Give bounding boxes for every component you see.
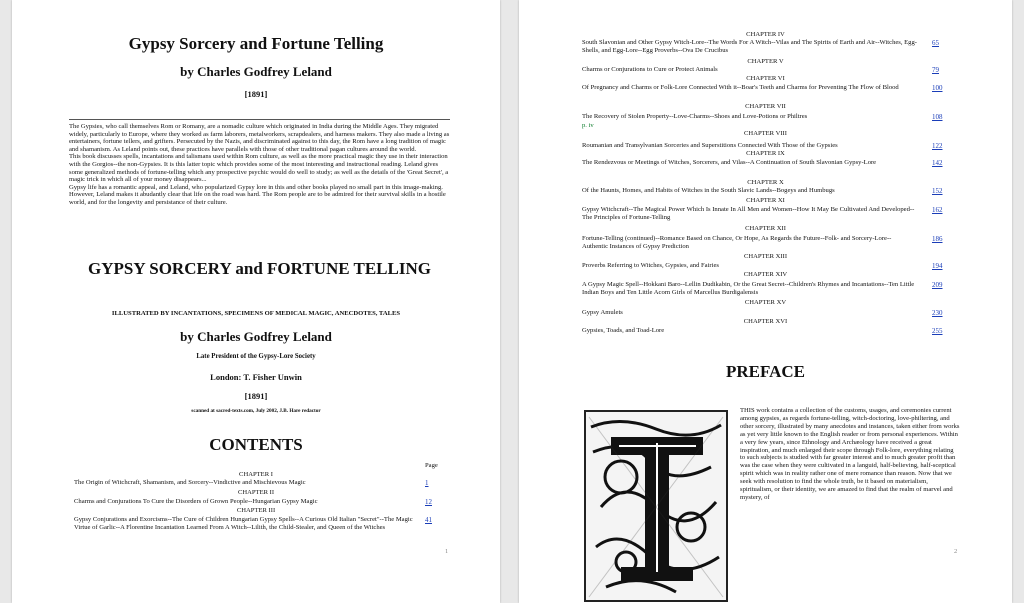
- toc-chapter-label: CHAPTER I: [239, 471, 273, 478]
- toc-entry-title: The Origin of Witchcraft, Shamanism, and Sorcery--Vindictive and Mischievous Magic: [74, 479, 306, 486]
- page-marker: p. iv: [582, 122, 594, 129]
- page-column-label: Page: [425, 462, 438, 469]
- toc-entry-title: Roumanian and Transylvanian Sorceries and Superstitions Connected With Those of the Gypsies: [582, 142, 838, 149]
- author-byline: by Charles Godfrey Leland: [180, 64, 332, 79]
- toc-page-link[interactable]: 12: [425, 498, 432, 506]
- toc-entry-title: Gypsy Witchcraft--The Magical Power Which Is Innate In All Men and Women--How It May Be Cultivated And Developed--The Principles of Fortune-Telling: [582, 206, 915, 221]
- toc-chapter-label: CHAPTER VI: [746, 75, 785, 82]
- intro-paragraph: The Gypsies, who call themselves Rom or Romany, are a nomadic culture which originated in India during the Middle Ages. They migrated widely, particularly to Europe, where they worked as farm laborers, metalworkers, scrapdealers, and harness makers. They also made a living as entertainers, fortune tellers, and grifters. Persecuted by the Nazis, and discriminated against to this day, the Rom have a long tradition of magic and shamanism. As Leland points out, these practices have parallels with those of other traditional pagan cultures around the world.: [69, 123, 450, 153]
- woodcut-icon: [581, 407, 731, 603]
- toc-page-link[interactable]: 186: [932, 235, 943, 243]
- toc-page-link[interactable]: 100: [932, 84, 943, 92]
- toc-page-link[interactable]: 122: [932, 142, 943, 150]
- toc-entry-title: Gypsy Conjurations and Exorcisms--The Cure of Children Hungarian Gypsy Spells--A Curious Old Italian "Secret"--The Magic Virtue of Garlic--A Florentine Incantation Learned From A Witch--Lilith, the Child-Stealer, and Queen of the Witches: [74, 516, 413, 531]
- document-title: Gypsy Sorcery and Fortune Telling: [128, 34, 384, 53]
- contents-heading: CONTENTS: [209, 435, 303, 454]
- toc-chapter-label: CHAPTER XIII: [743, 253, 788, 260]
- toc-page-link[interactable]: 255: [932, 327, 943, 335]
- toc-entry-title: Charms and Conjurations To Cure the Disorders of Grown People--Hungarian Gypsy Magic: [74, 498, 318, 505]
- publication-year: [1891]: [244, 89, 268, 99]
- toc-page-link[interactable]: 162: [932, 206, 943, 214]
- toc-entry-title: A Gypsy Magic Spell--Hokkani Baro--Lellin Dudikabin, Or the Great Secret--Children's Rhymes and Incantations--Ten Little Indian Boys and Ten Little Acorn Girls of Marcellus Burdigalensis: [582, 281, 915, 296]
- toc-entry-title: Charms or Conjurations to Cure or Protect Animals: [582, 66, 718, 73]
- intro-text: [69, 123, 450, 207]
- author-byline-2: by Charles Godfrey Leland: [180, 329, 332, 344]
- author-title: Late President of the Gypsy-Lore Society: [196, 353, 316, 360]
- toc-page-link[interactable]: 108: [932, 113, 943, 121]
- toc-entry-title: Fortune-Telling (continued)--Romance Based on Chance, Or Hope, As Regards the Future--Folk- and Sorcery-Lore--Authentic Instances of Gypsy Prediction: [582, 235, 892, 250]
- toc-entry-title: South Slavonian and Other Gypsy Witch-Lore--The Words For A Witch--Vilas and The Spirits of Earth and Air--Witches, Egg-Shells, and Egg-Lore--Egg Proverbs--Ova De Crucibus: [582, 39, 917, 54]
- toc-page-link[interactable]: 142: [932, 159, 943, 167]
- toc-chapter-label: CHAPTER XI: [746, 197, 785, 204]
- toc-page-link[interactable]: 209: [932, 281, 943, 289]
- toc-entry-title: Gypsy Amulets: [582, 309, 623, 316]
- document-page-2: [519, 0, 1012, 603]
- book-title: GYPSY SORCERY and FORTUNE TELLING: [88, 259, 431, 278]
- preface-heading: PREFACE: [725, 362, 805, 381]
- toc-chapter-label: CHAPTER IX: [746, 150, 785, 157]
- preface-text: THIS work contains a collection of the customs, usages, and ceremonies current among gypsies, as regards fortune-telling, witch-doctoring, love-philtering, and other sorcery, illustrated by many anecdotes and instances, taken either from works as yet very little known to the English reader or from personal experiences. Within a very few years, since Ethnology and Archæology have received a great inspiration, and much enlarged their scope through Folk-lore, everything relating to such subjects is studied with far greater interest and to much greater profit than was the case when they were cultivated in a languid, half-believing, half-sceptical spirit which was in reality rather one of mere romance than reason. Now that we seek with resolution to find the whole truth, be it based on materialism, spiritualism, or their identity, we are amazed to find that the realm of marvel and mystery, of: [740, 407, 960, 501]
- toc-chapter-label: CHAPTER XVI: [743, 318, 788, 325]
- scan-note: scanned at sacred-texts.com, July 2002, J.B. Hare redactor: [191, 408, 321, 414]
- publication-year-2: [1891]: [244, 391, 268, 401]
- page-number: 2: [954, 548, 958, 555]
- toc-entry-title: The Rendezvous or Meetings of Witches, Sorcerers, and Vilas--A Continuation of South Slavonian Gypsy-Lore: [582, 159, 877, 166]
- toc-page-link[interactable]: 79: [932, 66, 939, 74]
- toc-chapter-label: CHAPTER III: [236, 507, 276, 514]
- toc-entry-title: Of the Haunts, Homes, and Habits of Witches in the South Slavic Lands--Bogeys and Humbugs: [582, 187, 835, 194]
- intro-paragraph: Gypsy life has a romantic appeal, and Leland, who popularized Gypsy lore in this and other books played no small part in this image-making. However, Leland makes it abudantly clear that life on the road was hard. The Rom people are to be admired for their survival skills in a hostile world, and for the longevity and persistance of their culture.: [69, 183, 446, 206]
- toc-chapter-label: CHAPTER XV: [744, 299, 787, 306]
- toc-chapter-label: CHAPTER IV: [746, 31, 785, 38]
- toc-page-link[interactable]: 65: [932, 39, 939, 47]
- toc-page-link[interactable]: 194: [932, 262, 943, 270]
- toc-page-link[interactable]: 41: [425, 516, 432, 524]
- toc-chapter-label: CHAPTER VIII: [744, 130, 787, 137]
- toc-chapter-label: CHAPTER V: [747, 58, 784, 65]
- toc-chapter-label: CHAPTER XIV: [743, 271, 788, 278]
- toc-entry-title: Gypsies, Toads, and Toad-Lore: [582, 327, 665, 334]
- toc-page-link[interactable]: 152: [932, 187, 943, 195]
- document-page-1: [12, 0, 500, 603]
- toc-entry-title: The Recovery of Stolen Property--Love-Charms--Shoes and Love-Potions or Philtres: [582, 113, 808, 120]
- toc-chapter-label: CHAPTER II: [237, 489, 275, 496]
- toc-entry-title: Proverbs Referring to Witches, Gypsies, and Fairies: [582, 262, 719, 269]
- toc-page-link[interactable]: 1: [425, 479, 429, 487]
- page-number: 1: [445, 548, 449, 555]
- publisher: London: T. Fisher Unwin: [210, 372, 302, 382]
- toc-page-link[interactable]: 230: [932, 309, 943, 317]
- toc-chapter-label: CHAPTER VII: [745, 103, 786, 110]
- toc-entry-title: Of Pregnancy and Charms or Folk-Lore Connected With it--Boar's Teeth and Charms for Preventing The Flow of Blood: [582, 84, 899, 91]
- intro-paragraph: This book discusses spells, incantations and talismans used within Rom culture, as well as the more practical magic they use in their interaction with the Gorgios--the non-Gypsies. It is this latter topic which provides some of the most interesting and instructional reading. Leland gives some generalized methods of fortune-telling which any prospective psychic would do well to study; as well as the details of the 'Great Secret', a magic trick in which all of your money disappears...: [69, 153, 449, 184]
- ornamental-initial-illustration: [581, 407, 731, 603]
- section-divider: [69, 119, 450, 120]
- toc-chapter-label: CHAPTER X: [747, 179, 784, 186]
- book-subtitle: ILLUSTRATED BY INCANTATIONS, SPECIMENS OF MEDICAL MAGIC, ANECDOTES, TALES: [111, 310, 401, 317]
- toc-chapter-label: CHAPTER XII: [745, 225, 786, 232]
